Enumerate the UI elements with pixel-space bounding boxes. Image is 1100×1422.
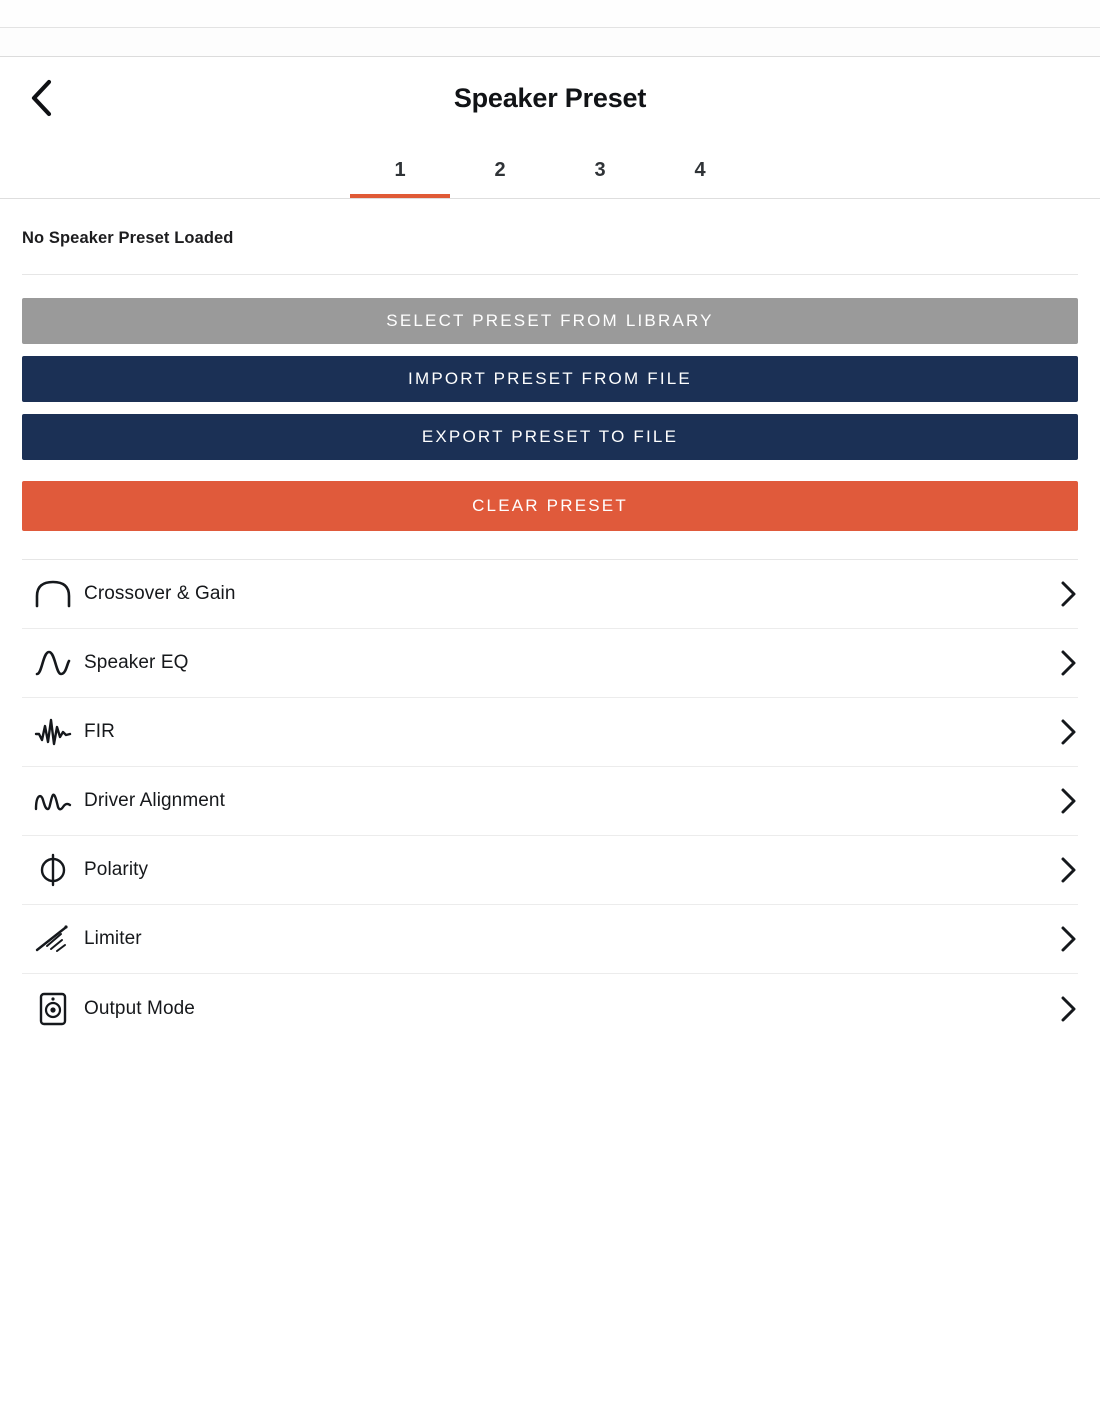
list-item-speaker-eq[interactable] bbox=[22, 629, 1078, 698]
list-item-crossover-gain[interactable] bbox=[22, 560, 1078, 629]
list-item-driver-alignment[interactable] bbox=[22, 767, 1078, 836]
clear-preset-button[interactable]: CLEAR PRESET bbox=[22, 481, 1078, 531]
chevron-right-icon bbox=[1038, 925, 1078, 953]
speaker-box-icon bbox=[22, 992, 84, 1026]
tab-preset-4[interactable]: 4 bbox=[694, 159, 706, 181]
window-secondary-strip bbox=[0, 28, 1100, 57]
chevron-left-icon bbox=[28, 79, 54, 117]
list-item-output-mode[interactable] bbox=[22, 974, 1078, 1043]
polarity-circle-icon bbox=[22, 853, 84, 887]
page-header bbox=[0, 57, 1100, 139]
select-preset-from-library-button[interactable]: SELECT PRESET FROM LIBRARY bbox=[22, 298, 1078, 344]
chevron-right-icon bbox=[1038, 995, 1078, 1023]
chevron-right-icon bbox=[1038, 718, 1078, 746]
window-top-strip bbox=[0, 0, 1100, 28]
preset-slot-tabs bbox=[0, 139, 1100, 199]
eq-bell-curve-icon bbox=[22, 649, 84, 677]
preset-status-text: No Speaker Preset Loaded bbox=[22, 229, 234, 247]
tab-preset-3[interactable]: 3 bbox=[594, 159, 606, 181]
preset-settings-list bbox=[0, 560, 1100, 1043]
preset-actions bbox=[0, 275, 1100, 531]
crossover-curve-icon bbox=[22, 580, 84, 608]
page-title: Speaker Preset bbox=[453, 83, 647, 113]
back-button[interactable] bbox=[18, 75, 64, 121]
list-item-fir[interactable] bbox=[22, 698, 1078, 767]
chevron-right-icon bbox=[1038, 649, 1078, 677]
list-item-label: Driver Alignment bbox=[84, 790, 225, 811]
fir-impulse-icon bbox=[22, 718, 84, 746]
list-item-label: Output Mode bbox=[84, 997, 195, 1019]
limiter-threshold-icon bbox=[22, 924, 84, 954]
chevron-right-icon bbox=[1038, 856, 1078, 884]
list-item-label: Limiter bbox=[84, 928, 142, 949]
export-preset-to-file-button[interactable]: EXPORT PRESET TO FILE bbox=[22, 414, 1078, 460]
list-item-limiter[interactable] bbox=[22, 905, 1078, 974]
preset-status-section bbox=[0, 199, 1100, 248]
tab-preset-2[interactable]: 2 bbox=[494, 159, 506, 181]
list-item-label: Speaker EQ bbox=[84, 652, 189, 673]
tab-preset-1[interactable]: 1 bbox=[350, 159, 450, 198]
list-item-label: Crossover & Gain bbox=[84, 583, 236, 604]
list-item-label: FIR bbox=[84, 721, 115, 742]
import-preset-from-file-button[interactable]: IMPORT PRESET FROM FILE bbox=[22, 356, 1078, 402]
list-item-label: Polarity bbox=[84, 859, 149, 880]
chevron-right-icon bbox=[1038, 580, 1078, 608]
driver-alignment-wave-icon bbox=[22, 787, 84, 815]
chevron-right-icon bbox=[1038, 787, 1078, 815]
list-item-polarity[interactable] bbox=[22, 836, 1078, 905]
